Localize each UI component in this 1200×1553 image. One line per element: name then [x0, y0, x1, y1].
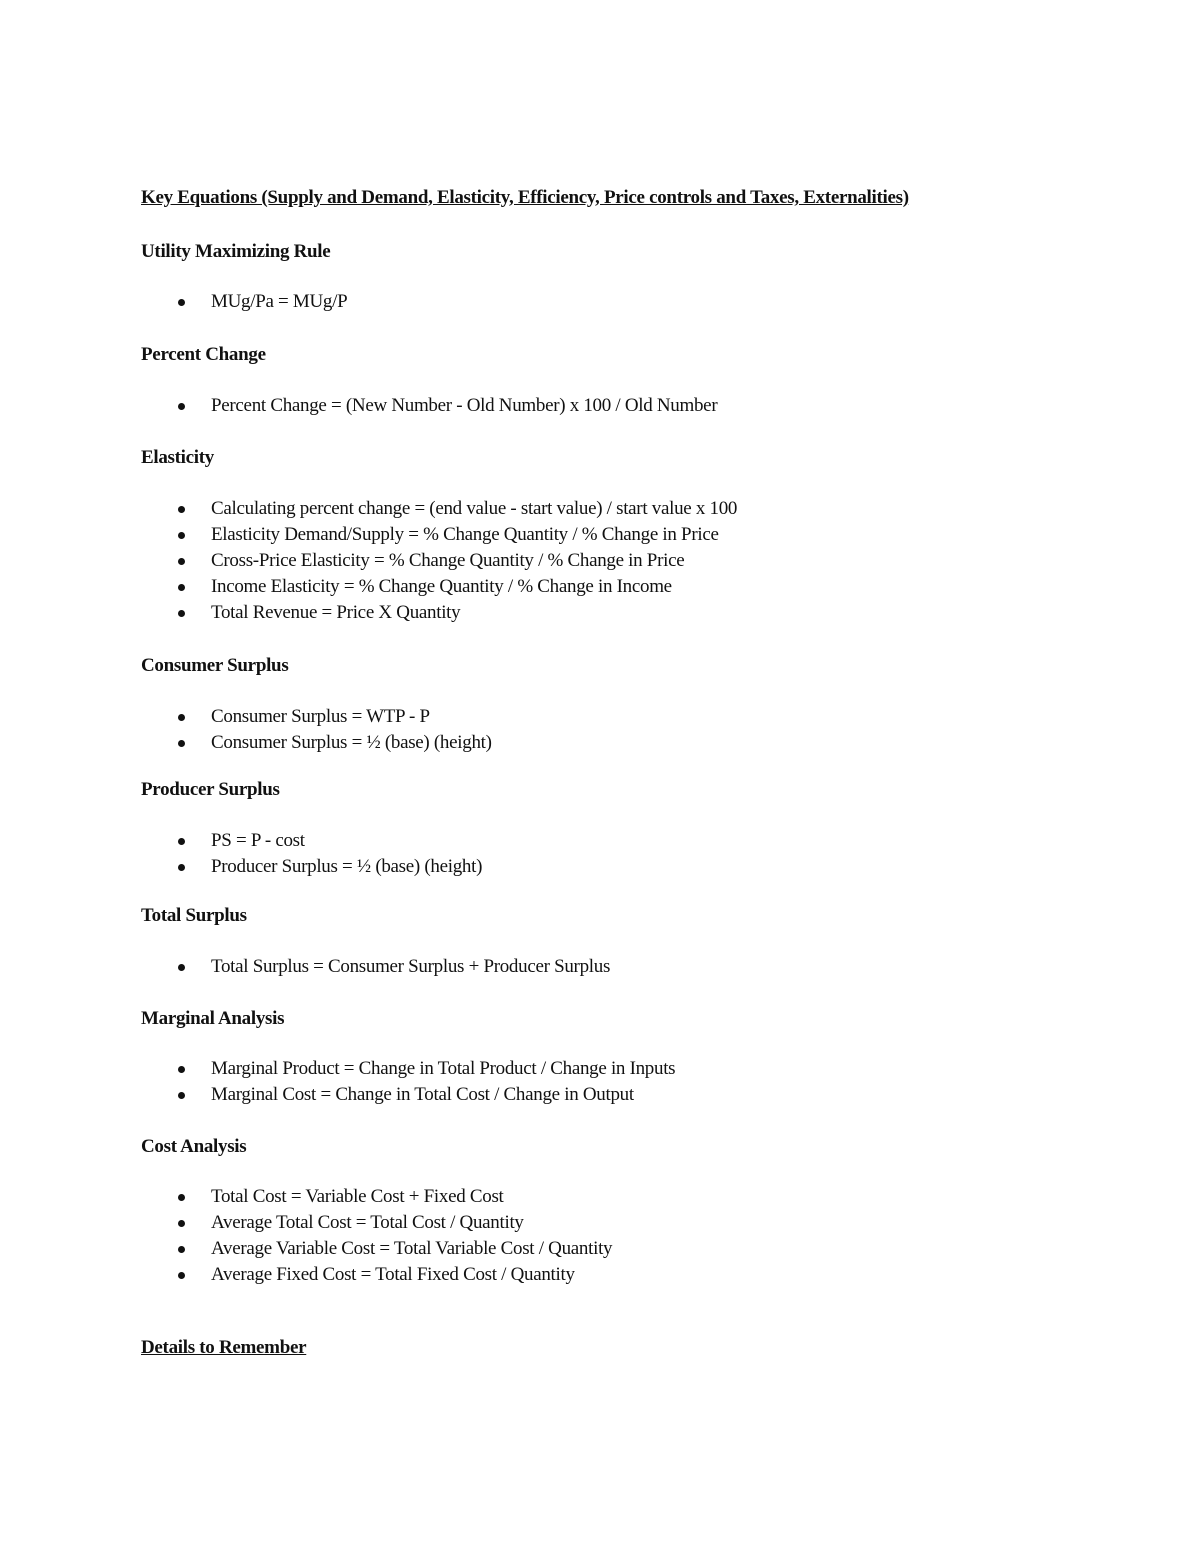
list-item-text: Income Elasticity = % Change Quantity / % Change in Income [211, 576, 672, 597]
list-item-text: Marginal Product = Change in Total Product / Change in Inputs [211, 1058, 676, 1079]
bullet-icon [178, 838, 185, 845]
bullet-icon [178, 403, 185, 410]
document-title: Key Equations (Supply and Demand, Elasticity, Efficiency, Price controls and Taxes, Externalities) [141, 187, 909, 208]
list-item-text: Cross-Price Elasticity = % Change Quantity / % Change in Price [211, 550, 685, 571]
bullet-icon [178, 584, 185, 591]
list-item-text: PS = P - cost [211, 830, 305, 851]
bullet-icon [178, 714, 185, 721]
list-item-text: Total Cost = Variable Cost + Fixed Cost [211, 1186, 504, 1207]
list-item-text: Percent Change = (New Number - Old Number) x 100 / Old Number [211, 395, 718, 416]
list-item-text: MUg/Pa = MUg/P [211, 291, 348, 312]
bullet-icon [178, 1246, 185, 1253]
list-item-text: Average Variable Cost = Total Variable Cost / Quantity [211, 1238, 613, 1259]
section-heading-details-to-remember: Details to Remember [141, 1337, 307, 1358]
bullet-icon [178, 558, 185, 565]
section-heading-consumer-surplus: Consumer Surplus [141, 655, 289, 676]
section-heading-percent-change: Percent Change [141, 344, 266, 365]
list-item-text: Total Revenue = Price X Quantity [211, 602, 461, 623]
section-heading-utility-maximizing-rule: Utility Maximizing Rule [141, 241, 331, 262]
list-item-text: Consumer Surplus = WTP - P [211, 706, 430, 727]
list-item-text: Calculating percent change = (end value - start value) / start value x 100 [211, 498, 738, 519]
section-heading-producer-surplus: Producer Surplus [141, 779, 280, 800]
bullet-icon [178, 1220, 185, 1227]
section-heading-total-surplus: Total Surplus [141, 905, 247, 926]
list-item-text: Average Total Cost = Total Cost / Quantity [211, 1212, 524, 1233]
bullet-icon [178, 532, 185, 539]
bullet-icon [178, 1092, 185, 1099]
section-heading-cost-analysis: Cost Analysis [141, 1136, 247, 1157]
bullet-icon [178, 299, 185, 306]
bullet-icon [178, 1194, 185, 1201]
list-item-text: Total Surplus = Consumer Surplus + Producer Surplus [211, 956, 611, 977]
bullet-icon [178, 610, 185, 617]
bullet-icon [178, 864, 185, 871]
bullet-icon [178, 964, 185, 971]
list-item-text: Marginal Cost = Change in Total Cost / Change in Output [211, 1084, 634, 1105]
list-item-text: Elasticity Demand/Supply = % Change Quantity / % Change in Price [211, 524, 719, 545]
bullet-icon [178, 506, 185, 513]
bullet-icon [178, 1272, 185, 1279]
bullet-icon [178, 740, 185, 747]
section-heading-elasticity: Elasticity [141, 447, 214, 468]
list-item-text: Consumer Surplus = ½ (base) (height) [211, 732, 492, 753]
list-item-text: Average Fixed Cost = Total Fixed Cost / Quantity [211, 1264, 575, 1285]
list-item-text: Producer Surplus = ½ (base) (height) [211, 856, 483, 877]
bullet-icon [178, 1066, 185, 1073]
section-heading-marginal-analysis: Marginal Analysis [141, 1008, 285, 1029]
